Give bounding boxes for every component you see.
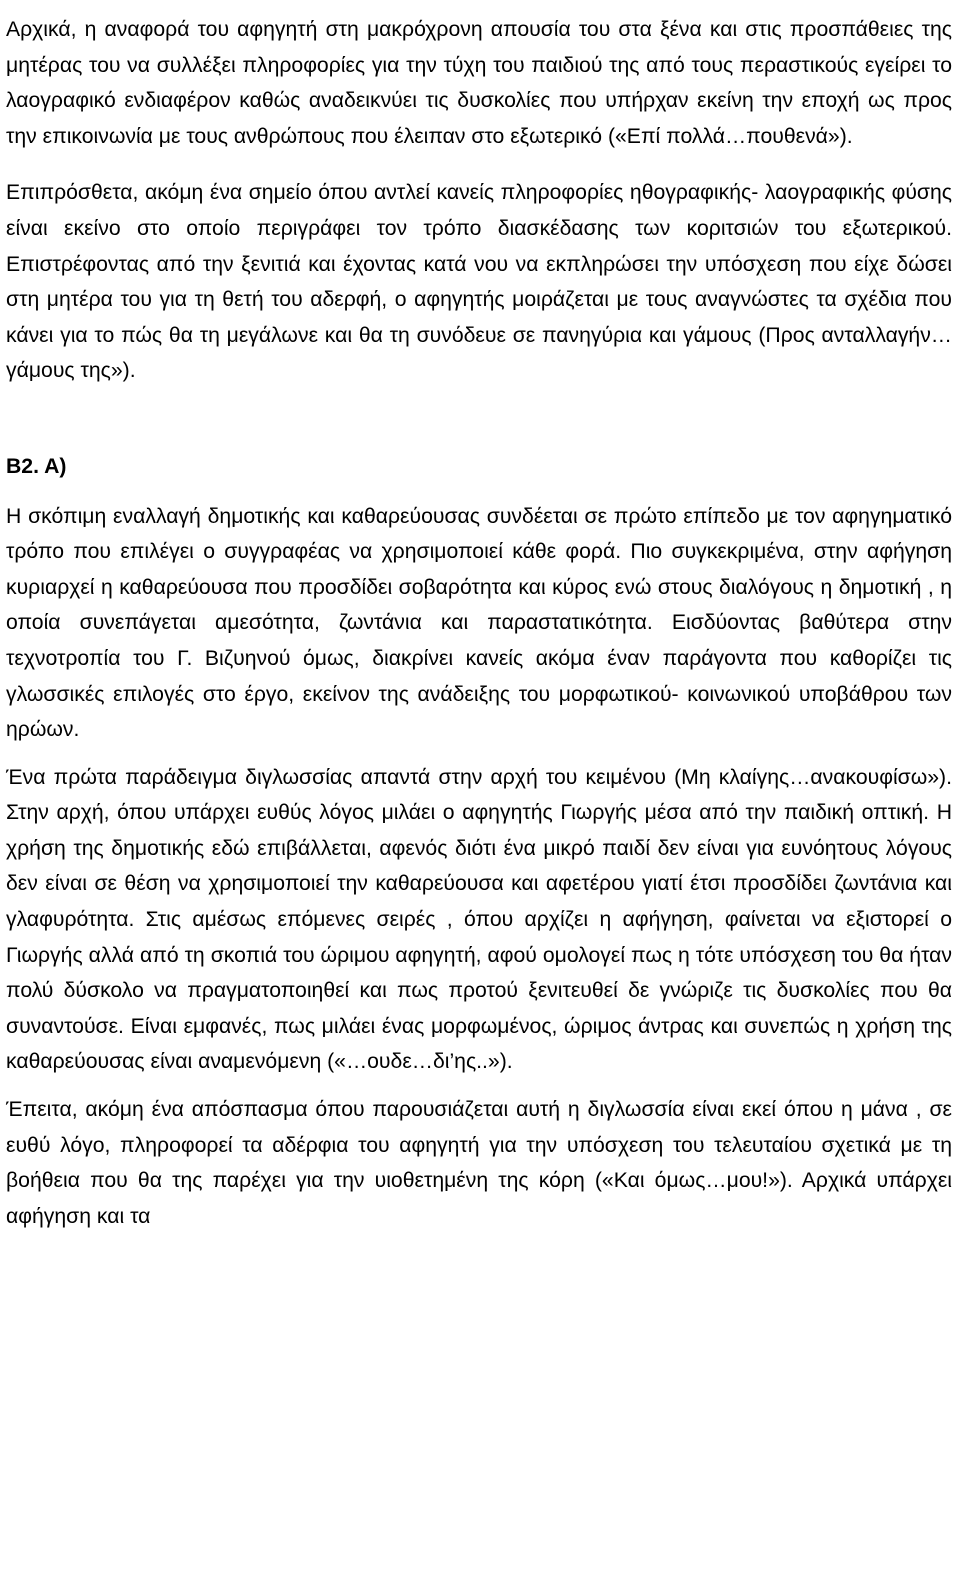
document-page <box>6 0 952 1234</box>
paragraph-folklore-entertainment: Επιπρόσθετα, ακόμη ένα σημείο όπου αντλεί κανείς πληροφορίες ηθογραφικής- λαογραφικής φύσης είναι εκείνο στο οποίο περιγράφει τον τρόπο διασκέδασης των κοριτσιών του εξωτερικού. Επιστρέφοντας από την ξενιτιά και έχοντας κατά νου να εκπληρώσει την υπόσχεση που είχε δώσει στη μητέρα του για τη θετή του αδερφή, ο αφηγητής μοιράζεται με τους αναγνώστες τα σχέδια που κάνει για το πώς θα τη μεγάλωνε και θα τη συνόδευε σε πανηγύρια και γάμους (Προς ανταλλαγήν…γάμους της»). <box>6 181 952 383</box>
paragraph-diglossia-example-1: Ένα πρώτα παράδειγμα διγλωσσίας απαντά στην αρχή του κειμένου (Μη κλαίγης…ανακουφίσω»). Στην αρχή, όπου υπάρχει ευθύς λόγος μιλάει ο αφηγητής Γιωργής μέσα από την παιδική οπτική. Η χρήση της δημοτικής εδώ επιβάλλεται, αφενός διότι ένα μικρό παιδί δεν είναι για ευνόητους λόγους δεν είναι σε θέση να χρησιμοποιεί την καθαρεύουσα και αφετέρου γιατί έτσι προσδίδει ζωντάνια και γλαφυρότητα. Στις αμέσως επόμενες σειρές , όπου αρχίζει η αφήγηση, φαίνεται να εξιστορεί ο Γιωργής αλλά από τη σκοπιά του ώριμου αφηγητή, αφού ομολογεί πως η τότε υπόσχεση του θα ήταν πολύ δύσκολο να πραγματοποιηθεί και πως προτού ξενιτευθεί δε γνώριζε τις δυσκολίες που θα συναντούσε. Είναι εμφανές, πως μιλάει ένας μορφωμένος, ώριμος άντρας και συνεπώς η χρήση της καθαρεύουσας είναι αναμενόμενη («…ουδε…δι’ης..»). <box>6 765 952 1074</box>
paragraph-folklore-absence: Αρχικά, η αναφορά του αφηγητή στη μακρόχρονη απουσία του στα ξένα και στις προσπάθειες της μητέρας του να συλλέξει πληροφορίες για την τύχη του παιδιού της από τους περαστικούς εγείρει το λαογραφικό ενδιαφέρον καθώς αναδεικνύει τις δυσκολίες που υπήρχαν εκείνη την εποχή ως προς την επικοινωνία με τους ανθρώπους που έλειπαν στο εξωτερικό («Επί πολλά…πουθενά»). <box>6 18 952 148</box>
paragraph-diglossia-example-2: Έπειτα, ακόμη ένα απόσπασμα όπου παρουσιάζεται αυτή η διγλωσσία είναι εκεί όπου η μάνα , σε ευθύ λόγο, πληροφορεί τα αδέρφια του αφηγητή για την υπόσχεση του τελευταίου σχετικά με τη βοήθεια που θα της παρέχει για την υιοθετημένη της κόρη («Και όμως…μου!»). Αρχικά υπάρχει αφήγηση και τα <box>6 1098 952 1228</box>
paragraph-diglossia-intro: Η σκόπιμη εναλλαγή δημοτικής και καθαρεύουσας συνδέεται σε πρώτο επίπεδο με τον αφηγηματικό τρόπο που επιλέγει ο συγγραφέας να χρησιμοποιεί κάθε φορά. Πιο συγκεκριμένα, στην αφήγηση κυριαρχεί η καθαρεύουσα που προσδίδει σοβαρότητα και κύρος ενώ στους διαλόγους η δημοτική , η οποία συνεπάγεται αμεσότητα, ζωντάνια και παραστατικότητα. Εισδύοντας βαθύτερα στην τεχνοτροπία του Γ. Βιζυηνού όμως, διακρίνει κανείς ακόμα έναν παράγοντα που καθορίζει τις γλωσσικές επιλογές στο έργο, εκείνον της ανάδειξης του μορφωτικού- κοινωνικού υποβάθρου των ηρώων. <box>6 504 952 742</box>
section-heading: Β2. Α) <box>6 454 67 478</box>
